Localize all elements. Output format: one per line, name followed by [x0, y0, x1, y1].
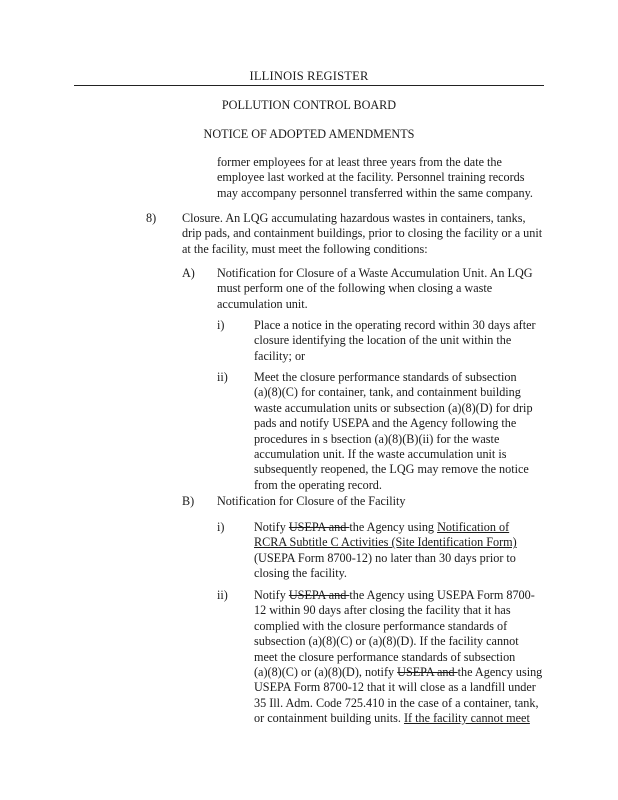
text-line: pads and notify USEPA and the Agency following the — [254, 416, 517, 431]
text-line: complied with the closure performance standards of — [254, 618, 508, 633]
text-line: may accompany personnel transferred within the same company. — [217, 185, 533, 200]
item-A-label: A) — [182, 266, 195, 280]
inserted-text: Notification of — [437, 520, 510, 534]
text-line: facility; or — [254, 348, 306, 363]
text-line: employee last worked at the facility. Personnel training records — [217, 170, 525, 185]
text-line: Meet the closure performance standards of subsection — [254, 370, 517, 384]
text-line: subsequently reopened, the LQG may remove the notice — [254, 462, 529, 477]
text-line: Closure. An LQG accumulating hazardous wastes in containers, tanks, — [182, 211, 526, 225]
text-run: the Agency using USEPA Form 8700- — [349, 588, 535, 602]
item-A-i-paragraph — [254, 318, 536, 364]
text-line: Notification for Closure of a Waste Accumulation Unit. An LQG — [217, 266, 533, 280]
inserted-text: If the facility cannot meet — [403, 711, 530, 726]
text-line: former employees for at least three years from the date the — [217, 155, 502, 169]
item-8-number: 8) — [146, 211, 157, 225]
item-A-ii-label: ii) — [217, 370, 228, 384]
text-line: closure identifying the location of the unit within the — [254, 333, 512, 348]
text-line: Notification for Closure of the Facility — [217, 494, 406, 508]
text-line: accumulation unit. If the waste accumulation unit is — [254, 447, 507, 462]
deleted-text: USEPA and — [288, 520, 350, 534]
item-B-i-paragraph — [254, 520, 517, 582]
text-line: Place a notice in the operating record within 30 days after — [254, 318, 536, 332]
inserted-text: RCRA Subtitle C Activities (Site Identification Form) — [254, 535, 517, 550]
deleted-text: USEPA and — [397, 665, 458, 680]
deleted-text: USEPA and — [288, 588, 350, 602]
item-B-i-label: i) — [217, 520, 225, 534]
text-line: closing the facility. — [254, 566, 347, 581]
text-run: the Agency using — [349, 520, 438, 534]
header-rule — [74, 85, 544, 86]
text-line — [254, 588, 542, 603]
text-line: subsection (a)(8)(C) or (a)(8)(D). If the facility cannot — [254, 634, 519, 649]
text-run: the Agency using — [457, 665, 543, 680]
item-A-ii-paragraph — [254, 370, 533, 493]
item-B-ii-paragraph — [254, 588, 542, 727]
item-B-title — [217, 494, 406, 509]
continuation-paragraph — [217, 155, 533, 201]
text-line: accumulation unit. — [217, 296, 308, 311]
text-line: (a)(8)(C) for container, tank, and containment building — [254, 385, 521, 400]
item-B-ii-label: ii) — [217, 588, 228, 602]
notice-title: NOTICE OF ADOPTED AMENDMENTS — [203, 127, 415, 141]
text-line: waste accumulation units or subsection (a)(8)(D) for drip — [254, 400, 533, 415]
text-line: drip pads, and containment buildings, prior to closing the facility or a unit — [182, 226, 543, 241]
text-line: 35 Ill. Adm. Code 725.410 in the case of a container, tank, — [254, 695, 539, 710]
text-line — [254, 520, 517, 535]
board-title: POLLUTION CONTROL BOARD — [221, 98, 397, 112]
item-8-paragraph — [182, 211, 542, 257]
text-line: USEPA Form 8700-12 that it will close as a landfill under — [254, 680, 536, 695]
text-line: at the facility, must meet the following conditions: — [182, 241, 428, 256]
text-line: procedures in s bsection (a)(8)(B)(ii) for the waste — [254, 431, 500, 446]
item-A-i-label: i) — [217, 318, 225, 332]
text-line: (USEPA Form 8700-12) no later than 30 days prior to — [254, 550, 516, 565]
text-line: must perform one of the following when closing a waste — [217, 281, 493, 296]
text-run: (a)(8)(C) or (a)(8)(D), notify — [254, 665, 398, 680]
text-run: Notify — [254, 588, 289, 602]
text-line: meet the closure performance standards of subsection — [254, 649, 516, 664]
text-run: or containment building units. — [254, 711, 404, 726]
item-A-paragraph — [217, 266, 533, 312]
item-B-label: B) — [182, 494, 195, 508]
text-line: from the operating record. — [254, 477, 382, 492]
text-run: Notify — [254, 520, 289, 534]
text-line: 12 within 90 days after closing the facility that it has — [254, 603, 511, 618]
register-title: ILLINOIS REGISTER — [249, 69, 369, 83]
text-line — [254, 711, 542, 726]
text-line — [254, 665, 542, 680]
